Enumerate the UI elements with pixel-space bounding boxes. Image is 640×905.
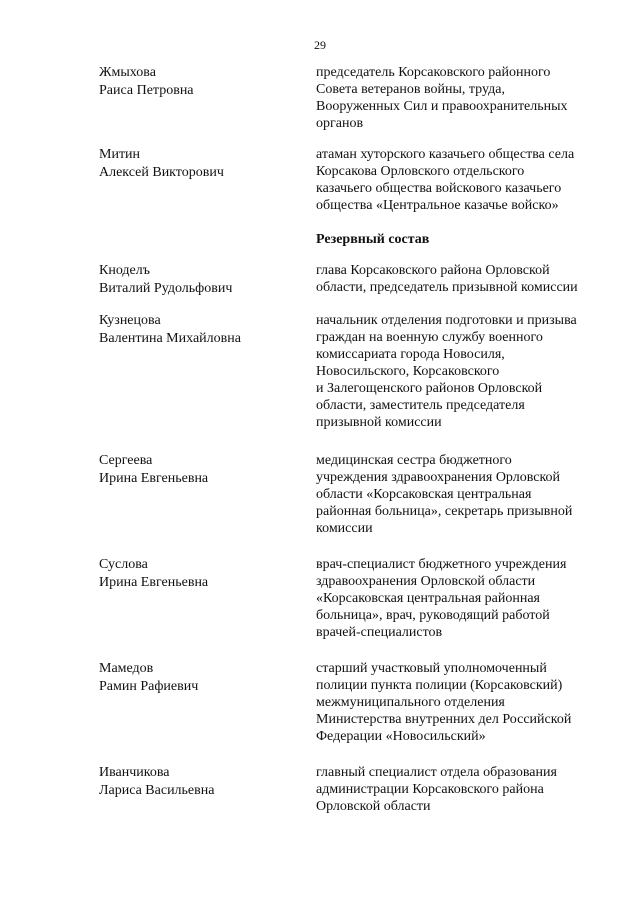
member-role-line: председатель Корсаковского районного — [316, 65, 551, 80]
member-name-line: Кузнецова — [99, 313, 161, 328]
member-role-line: области «Корсаковская центральная — [316, 487, 532, 502]
member-name — [99, 64, 299, 100]
member-name-line: Рамин Рафиевич — [99, 679, 199, 694]
member-name-line: Ирина Евгеньевна — [99, 471, 209, 486]
member-role-line: комиссариата города Новосиля, — [316, 347, 505, 362]
member-name-line: Ирина Евгеньевна — [99, 575, 209, 590]
member-name-line: Мамедов — [99, 661, 154, 676]
member-role-line: призывной комиссии — [316, 415, 442, 430]
member-role — [316, 764, 616, 815]
member-role-line: межмуниципального отделения — [316, 695, 505, 710]
member-name-line: Раиса Петровна — [99, 83, 194, 98]
member-role-line: Федерации «Новосильский» — [316, 729, 486, 744]
member-role-line: врачей-специалистов — [316, 625, 443, 640]
member-name-line: Лариса Васильевна — [99, 783, 215, 798]
member-role — [316, 660, 616, 745]
member-role-line: полиции пункта полиции (Корсаковский) — [316, 678, 563, 693]
member-role-line: главный специалист отдела образования — [316, 765, 557, 780]
member-name-line: Сергеева — [99, 453, 153, 468]
member-name-line: Алексей Викторович — [99, 165, 224, 180]
member-name-line: Виталий Рудольфович — [99, 281, 233, 296]
member-role-line: глава Корсаковского района Орловской — [316, 263, 550, 278]
member-role-line: районная больница», секретарь призывной — [316, 504, 573, 519]
member-role-line: Совета ветеранов войны, труда, — [316, 82, 505, 97]
member-name-line: Иванчикова — [99, 765, 170, 780]
member-name-line: Валентина Михайловна — [99, 331, 241, 346]
member-role — [316, 64, 616, 132]
member-role-line: органов — [316, 116, 364, 131]
member-role-line: медицинская сестра бюджетного — [316, 453, 512, 468]
member-role — [316, 452, 616, 537]
member-name-line: Митин — [99, 147, 141, 162]
member-role-line: атаман хуторского казачьего общества села — [316, 147, 575, 162]
member-role — [316, 146, 616, 214]
member-role — [316, 556, 616, 641]
reserve-heading: Резервный состав — [316, 232, 430, 247]
member-role-line: казачьего общества войскового казачьего — [316, 181, 562, 196]
member-name — [99, 262, 299, 298]
member-role-line: врач-специалист бюджетного учреждения — [316, 557, 567, 572]
member-name — [99, 556, 299, 592]
member-name-line: Суслова — [99, 557, 148, 572]
member-role — [316, 312, 616, 431]
member-role-line: граждан на военную службу военного — [316, 330, 543, 345]
member-role-line: Орловской области — [316, 799, 431, 814]
member-role-line: области, заместитель председателя — [316, 398, 525, 413]
member-name — [99, 452, 299, 488]
member-role-line: Новосильского, Корсаковского — [316, 364, 500, 379]
member-role-line: учреждения здравоохранения Орловской — [316, 470, 561, 485]
member-role-line: начальник отделения подготовки и призыва — [316, 313, 577, 328]
member-role-line: здравоохранения Орловской области — [316, 574, 536, 589]
member-role-line: Корсакова Орловского отдельского — [316, 164, 525, 179]
member-role-line: администрации Корсаковского района — [316, 782, 544, 797]
member-role-line: и Залегощенского районов Орловской — [316, 381, 543, 396]
member-role-line: комиссии — [316, 521, 373, 536]
member-name — [99, 660, 299, 696]
member-role-line: «Корсаковская центральная районная — [316, 591, 540, 606]
page-number: 29 — [314, 38, 326, 52]
member-name-line: Кноделъ — [99, 263, 150, 278]
member-name-line: Жмыхова — [99, 65, 156, 80]
member-name — [99, 312, 299, 348]
member-name — [99, 146, 299, 182]
member-role-line: Вооруженных Сил и правоохранительных — [316, 99, 568, 114]
member-role-line: общества «Центральное казачье войско» — [316, 198, 559, 213]
member-role-line: старший участковый уполномоченный — [316, 661, 547, 676]
member-name — [99, 764, 299, 800]
member-role-line: больница», врач, руководящий работой — [316, 608, 550, 623]
member-role-line: области, председатель призывной комиссии — [316, 280, 578, 295]
member-role — [316, 262, 616, 296]
member-role-line: Министерства внутренних дел Российской — [316, 712, 572, 727]
